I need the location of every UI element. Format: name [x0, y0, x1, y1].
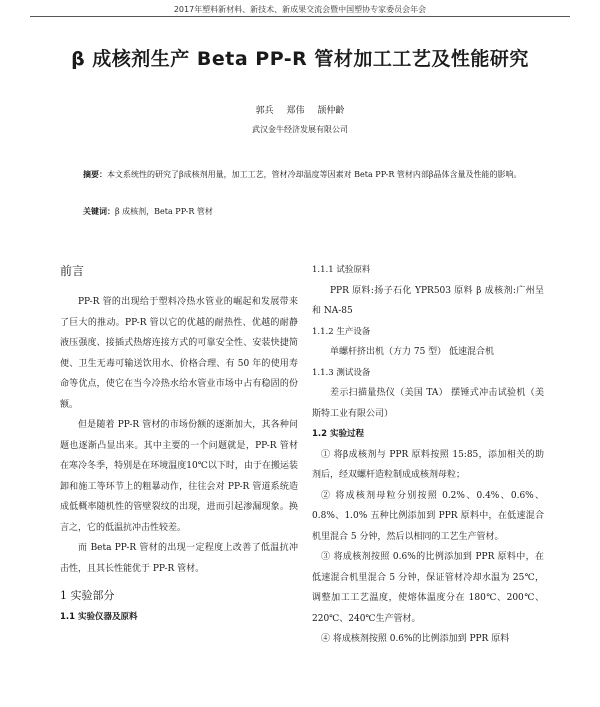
preface-paragraph-2: 但是随着 PP-R 管材的市场份额的逐渐加大，其各种问题也逐渐凸显出来。其中主要的一个问题就是，PP-R 管材在寒冷冬季，特别是在环境温度10℃以下时，由于在搬运装卸和施工等环节上的粗暴动作，往往会对 PP-R 管道系统造成低概率随机性的管壁裂纹的出现，进而引起渗漏现象。换言之，它的低温抗冲击性较差。 [60, 420, 298, 533]
right-column [312, 260, 544, 650]
procedure-step-1: ① 将β成核剂与 PPR 原料按照 15:85，添加相关的助剂后，经双螺杆造粒制成成核剂母粒； [312, 449, 544, 480]
section-1-1-1-heading: 1.1.1 试验原料 [312, 265, 371, 275]
running-head: 2017年塑料新材料、新技术、新成果交流会暨中国塑协专家委员会年会 [173, 5, 427, 14]
abstract-label: 摘要： [83, 170, 107, 179]
materials-text: PPR 原料:扬子石化 YPR503 原料 β 成核剂:广州呈和 NA-85 [312, 285, 544, 316]
keywords-label: 关键词： [83, 207, 115, 216]
authors: 郭兵 郑伟 颉仲齡 [255, 106, 345, 116]
left-column [60, 260, 298, 628]
section-1-1-heading: 1.1 实验仪器及原料 [60, 612, 138, 622]
affiliation: 武汉金牛经济发展有限公司 [252, 125, 348, 134]
keywords [83, 206, 543, 217]
abstract-text: 本文系统性的研究了β成核剂用量，加工工艺，管材冷却温度等因素对 Beta PP-R 管材内部β晶体含量及性能的影响。 [107, 170, 522, 179]
procedure-step-3: ③ 将成核剂按照 0.6%的比例添加到 PPR 原料中，在低速混合机里混合 5 分钟，保证管材冷却水温为 25℃，调整加工工艺温度，使熔体温度分在 180℃、200℃、220℃、240℃生产管材。 [312, 552, 544, 624]
paper-title: β 成核剂生产 Beta PP-R 管材加工工艺及性能研究 [71, 48, 529, 70]
section-1-1-3-heading: 1.1.3 测试设备 [312, 367, 371, 378]
preface-paragraph-1: PP-R 管的出现给于塑料冷热水管业的崛起和发展带来了巨大的推动。PP-R 管以它的优越的耐热性、优越的耐静液压强度、接插式热熔连接方式的可靠安全性、安装快捷简便、卫生无毒可输送饮用水、价格合理、有 50 年的使用寿命等优点，使它在当今冷热水给水管业市场中占有稳固的份额。 [60, 297, 298, 410]
procedure-step-2: ② 将成核剂母粒分别按照 0.2%、0.4%、0.6%、0.8%、1.0% 五种比例添加到 PPR 原料中，在低速混合机里混合 5 分钟，然后以相同的工艺生产管材。 [312, 490, 544, 542]
abstract [83, 165, 543, 184]
procedure-step-4: ④ 将成核剂按照 0.6%的比例添加到 PPR 原料 [321, 634, 510, 644]
section-1-2-heading: 1.2 实验过程 [312, 429, 365, 439]
keywords-text: β 成核剂，Beta PP-R 管材 [115, 207, 213, 216]
testing-equipment-text: 差示扫描量热仪（美国 TA） 摆锤式冲击试验机（美斯特工业有限公司） [312, 388, 544, 419]
equipment-text: 单螺杆挤出机（方力 75 型） 低速混合机 [330, 347, 495, 357]
section-1-heading: 1 实验部分 [60, 589, 115, 602]
preface-heading: 前言 [60, 264, 85, 278]
header-rule [30, 16, 570, 17]
preface-paragraph-3: 而 Beta PP-R 管材的出现一定程度上改善了低温抗冲击性，且其长性能优于 PP-R 管材。 [60, 543, 298, 574]
section-1-1-2-heading: 1.1.2 生产设备 [312, 326, 371, 337]
